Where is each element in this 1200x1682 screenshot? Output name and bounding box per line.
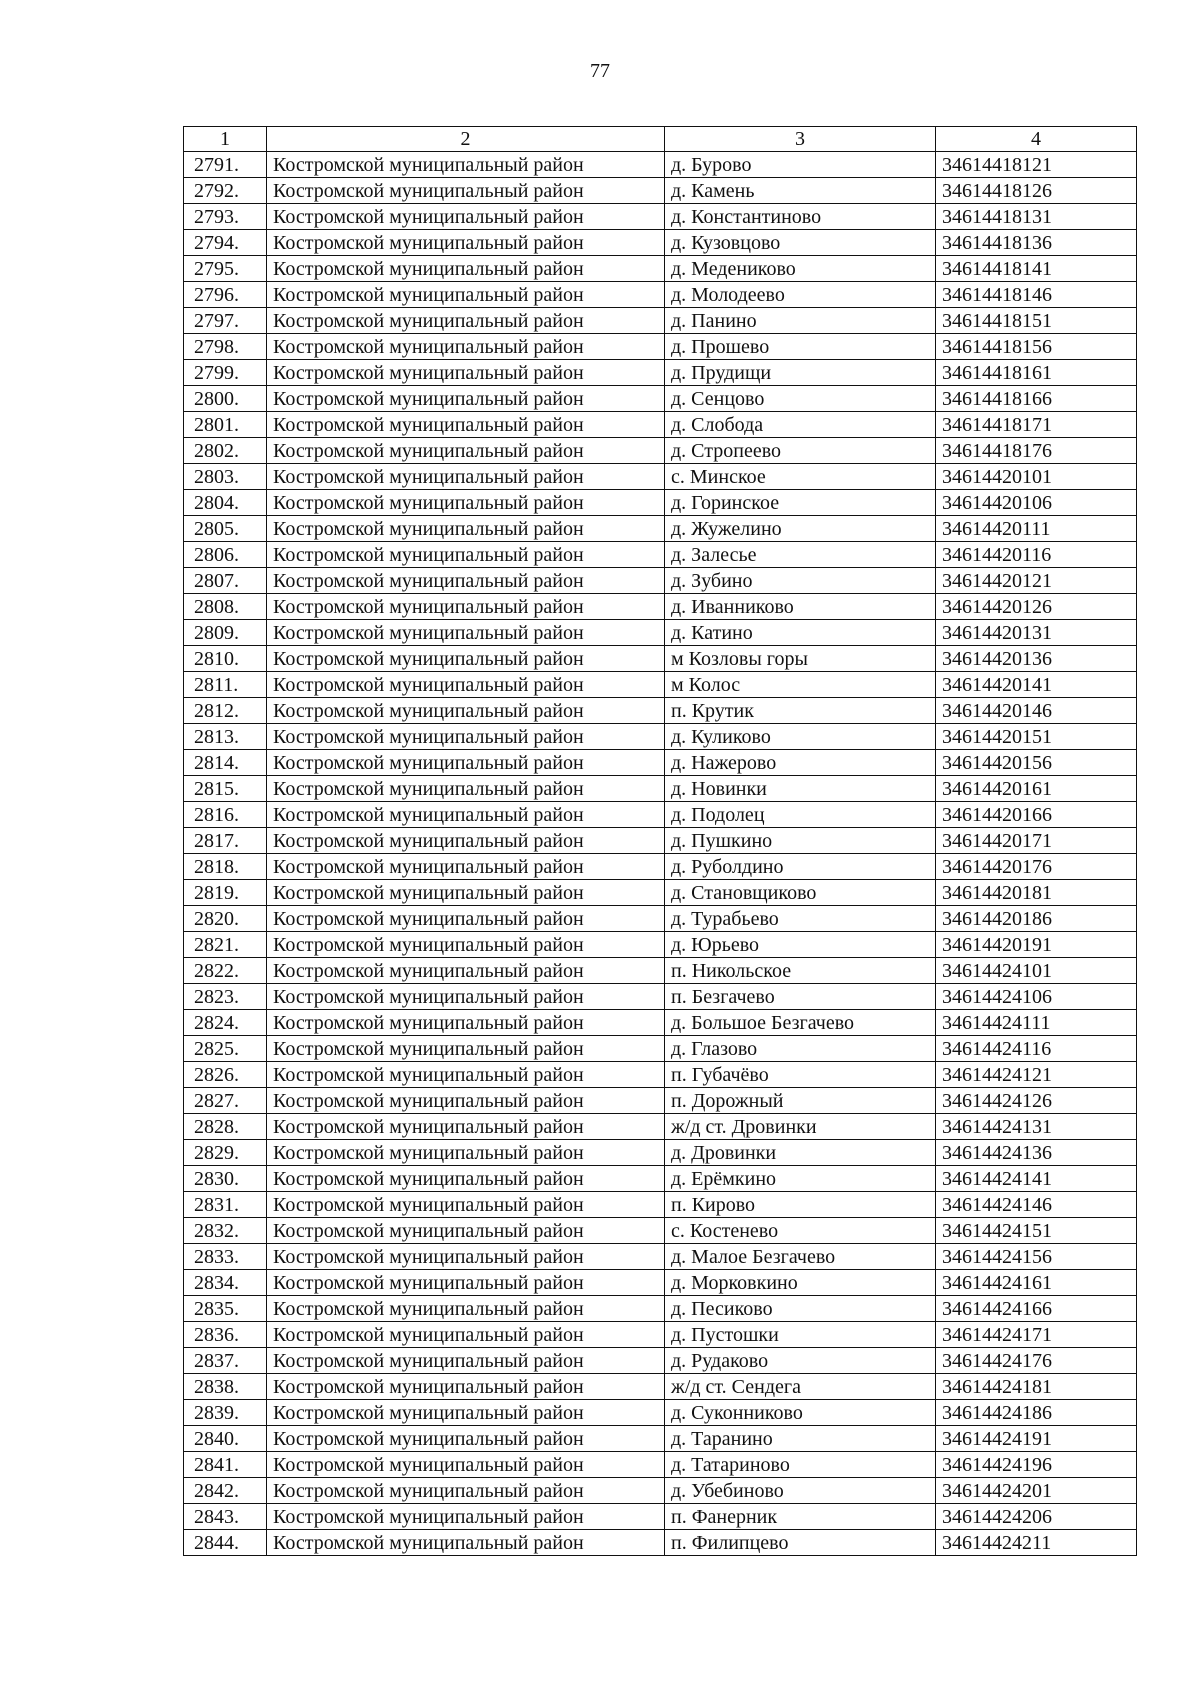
district-cell: Костромской муниципальный район: [267, 1114, 665, 1140]
row-number-cell: 2825.: [184, 1036, 267, 1062]
settlement-cell: д. Малое Безгачево: [665, 1244, 936, 1270]
settlement-cell: д. Становщиково: [665, 880, 936, 906]
settlement-cell: д. Глазово: [665, 1036, 936, 1062]
table-row: [184, 1322, 1137, 1348]
code-cell: 34614424176: [936, 1348, 1137, 1374]
district-cell: Костромской муниципальный район: [267, 880, 665, 906]
district-cell: Костромской муниципальный район: [267, 1010, 665, 1036]
district-cell: Костромской муниципальный район: [267, 204, 665, 230]
settlement-cell: д. Песиково: [665, 1296, 936, 1322]
table-row: [184, 1504, 1137, 1530]
table-row: [184, 1374, 1137, 1400]
code-cell: 34614420101: [936, 464, 1137, 490]
settlement-cell: д. Слобода: [665, 412, 936, 438]
settlement-cell: д. Прудищи: [665, 360, 936, 386]
district-cell: Костромской муниципальный район: [267, 1192, 665, 1218]
settlement-cell: д. Сенцово: [665, 386, 936, 412]
settlement-cell: д. Дровинки: [665, 1140, 936, 1166]
settlement-cell: д. Руболдино: [665, 854, 936, 880]
code-cell: 34614424141: [936, 1166, 1137, 1192]
settlement-cell: д. Подолец: [665, 802, 936, 828]
row-number-cell: 2808.: [184, 594, 267, 620]
district-cell: Костромской муниципальный район: [267, 1140, 665, 1166]
settlement-cell: п. Дорожный: [665, 1088, 936, 1114]
district-cell: Костромской муниципальный район: [267, 906, 665, 932]
district-cell: Костромской муниципальный район: [267, 828, 665, 854]
code-cell: 34614420151: [936, 724, 1137, 750]
row-number-cell: 2818.: [184, 854, 267, 880]
table-row: [184, 724, 1137, 750]
code-cell: 34614424111: [936, 1010, 1137, 1036]
table-row: [184, 1062, 1137, 1088]
row-number-cell: 2797.: [184, 308, 267, 334]
district-cell: Костромской муниципальный район: [267, 490, 665, 516]
settlement-cell: ж/д ст. Дровинки: [665, 1114, 936, 1140]
code-cell: 34614420166: [936, 802, 1137, 828]
row-number-cell: 2814.: [184, 750, 267, 776]
code-cell: 34614424211: [936, 1530, 1137, 1556]
district-cell: Костромской муниципальный район: [267, 1270, 665, 1296]
row-number-cell: 2795.: [184, 256, 267, 282]
row-number-cell: 2810.: [184, 646, 267, 672]
table-row: [184, 672, 1137, 698]
district-cell: Костромской муниципальный район: [267, 750, 665, 776]
row-number-cell: 2812.: [184, 698, 267, 724]
row-number-cell: 2820.: [184, 906, 267, 932]
table-row: [184, 1296, 1137, 1322]
settlement-cell: п. Крутик: [665, 698, 936, 724]
table-row: [184, 516, 1137, 542]
row-number-cell: 2794.: [184, 230, 267, 256]
district-cell: Костромской муниципальный район: [267, 984, 665, 1010]
table-row: [184, 750, 1137, 776]
district-cell: Костромской муниципальный район: [267, 776, 665, 802]
code-cell: 34614420111: [936, 516, 1137, 542]
row-number-cell: 2822.: [184, 958, 267, 984]
settlement-cell: с. Костенево: [665, 1218, 936, 1244]
code-cell: 34614418136: [936, 230, 1137, 256]
row-number-cell: 2819.: [184, 880, 267, 906]
settlement-cell: д. Татариново: [665, 1452, 936, 1478]
row-number-cell: 2792.: [184, 178, 267, 204]
table-row: [184, 568, 1137, 594]
district-cell: Костромской муниципальный район: [267, 1426, 665, 1452]
code-cell: 34614424156: [936, 1244, 1137, 1270]
table-row: [184, 906, 1137, 932]
settlement-cell: д. Большое Безгачево: [665, 1010, 936, 1036]
row-number-cell: 2801.: [184, 412, 267, 438]
code-cell: 34614420121: [936, 568, 1137, 594]
settlement-cell: д. Медениково: [665, 256, 936, 282]
code-cell: 34614424186: [936, 1400, 1137, 1426]
code-cell: 34614424151: [936, 1218, 1137, 1244]
table-row: [184, 802, 1137, 828]
settlement-cell: д. Прошево: [665, 334, 936, 360]
district-cell: Костромской муниципальный район: [267, 724, 665, 750]
settlement-cell: м Колос: [665, 672, 936, 698]
row-number-cell: 2821.: [184, 932, 267, 958]
table-row: [184, 1036, 1137, 1062]
code-cell: 34614424146: [936, 1192, 1137, 1218]
district-cell: Костромской муниципальный район: [267, 1036, 665, 1062]
table-row: [184, 1166, 1137, 1192]
code-cell: 34614420156: [936, 750, 1137, 776]
row-number-cell: 2817.: [184, 828, 267, 854]
row-number-cell: 2804.: [184, 490, 267, 516]
district-cell: Костромской муниципальный район: [267, 646, 665, 672]
district-cell: Костромской муниципальный район: [267, 672, 665, 698]
code-cell: 34614418146: [936, 282, 1137, 308]
district-cell: Костромской муниципальный район: [267, 334, 665, 360]
row-number-cell: 2793.: [184, 204, 267, 230]
settlement-cell: п. Безгачево: [665, 984, 936, 1010]
code-cell: 34614418156: [936, 334, 1137, 360]
table-row: [184, 1218, 1137, 1244]
district-cell: Костромской муниципальный район: [267, 256, 665, 282]
row-number-cell: 2806.: [184, 542, 267, 568]
code-cell: 34614418126: [936, 178, 1137, 204]
district-cell: Костромской муниципальный район: [267, 152, 665, 178]
district-cell: Костромской муниципальный район: [267, 542, 665, 568]
row-number-cell: 2844.: [184, 1530, 267, 1556]
settlement-cell: д. Убебиново: [665, 1478, 936, 1504]
table-row: [184, 334, 1137, 360]
code-cell: 34614418151: [936, 308, 1137, 334]
code-cell: 34614418171: [936, 412, 1137, 438]
row-number-cell: 2837.: [184, 1348, 267, 1374]
district-cell: Костромской муниципальный район: [267, 594, 665, 620]
settlement-cell: д. Пустошки: [665, 1322, 936, 1348]
row-number-cell: 2834.: [184, 1270, 267, 1296]
settlement-cell: д. Суконниково: [665, 1400, 936, 1426]
code-cell: 34614420191: [936, 932, 1137, 958]
settlement-cell: д. Юрьево: [665, 932, 936, 958]
settlement-cell: д. Камень: [665, 178, 936, 204]
row-number-cell: 2826.: [184, 1062, 267, 1088]
district-cell: Костромской муниципальный район: [267, 1322, 665, 1348]
code-cell: 34614420116: [936, 542, 1137, 568]
table-row: [184, 438, 1137, 464]
code-cell: 34614418131: [936, 204, 1137, 230]
row-number-cell: 2816.: [184, 802, 267, 828]
settlement-cell: д. Таранино: [665, 1426, 936, 1452]
settlement-cell: д. Рудаково: [665, 1348, 936, 1374]
settlement-cell: с. Минское: [665, 464, 936, 490]
district-cell: Костромской муниципальный район: [267, 1478, 665, 1504]
district-cell: Костромской муниципальный район: [267, 568, 665, 594]
code-cell: 34614420106: [936, 490, 1137, 516]
settlement-cell: д. Залесье: [665, 542, 936, 568]
header-cell-number: 1: [184, 127, 267, 152]
district-cell: Костромской муниципальный район: [267, 464, 665, 490]
row-number-cell: 2807.: [184, 568, 267, 594]
row-number-cell: 2832.: [184, 1218, 267, 1244]
district-cell: Костромской муниципальный район: [267, 308, 665, 334]
settlement-cell: д. Турабьево: [665, 906, 936, 932]
row-number-cell: 2839.: [184, 1400, 267, 1426]
settlements-table: [183, 126, 1137, 1556]
table-row: [184, 386, 1137, 412]
row-number-cell: 2842.: [184, 1478, 267, 1504]
code-cell: 34614420131: [936, 620, 1137, 646]
row-number-cell: 2809.: [184, 620, 267, 646]
code-cell: 34614420176: [936, 854, 1137, 880]
settlement-cell: д. Пушкино: [665, 828, 936, 854]
header-cell-district: 2: [267, 127, 665, 152]
settlement-cell: п. Губачёво: [665, 1062, 936, 1088]
table-row: [184, 958, 1137, 984]
settlement-cell: д. Панино: [665, 308, 936, 334]
district-cell: Костромской муниципальный район: [267, 360, 665, 386]
code-cell: 34614424191: [936, 1426, 1137, 1452]
table-row: [184, 230, 1137, 256]
district-cell: Костромской муниципальный район: [267, 1088, 665, 1114]
table-row: [184, 698, 1137, 724]
settlement-cell: д. Молодеево: [665, 282, 936, 308]
row-number-cell: 2840.: [184, 1426, 267, 1452]
code-cell: 34614418166: [936, 386, 1137, 412]
code-cell: 34614418176: [936, 438, 1137, 464]
table-row: [184, 646, 1137, 672]
code-cell: 34614418141: [936, 256, 1137, 282]
code-cell: 34614424171: [936, 1322, 1137, 1348]
row-number-cell: 2841.: [184, 1452, 267, 1478]
table-row: [184, 1010, 1137, 1036]
code-cell: 34614424121: [936, 1062, 1137, 1088]
row-number-cell: 2838.: [184, 1374, 267, 1400]
header-cell-settlement: 3: [665, 127, 936, 152]
district-cell: Костромской муниципальный район: [267, 958, 665, 984]
district-cell: Костромской муниципальный район: [267, 802, 665, 828]
settlement-cell: ж/д ст. Сендега: [665, 1374, 936, 1400]
row-number-cell: 2824.: [184, 1010, 267, 1036]
district-cell: Костромской муниципальный район: [267, 1452, 665, 1478]
settlement-cell: п. Фанерник: [665, 1504, 936, 1530]
district-cell: Костромской муниципальный район: [267, 516, 665, 542]
table-body: [184, 127, 1137, 1556]
district-cell: Костромской муниципальный район: [267, 854, 665, 880]
row-number-cell: 2829.: [184, 1140, 267, 1166]
table-row: [184, 880, 1137, 906]
table-row: [184, 1348, 1137, 1374]
district-cell: Костромской муниципальный район: [267, 1504, 665, 1530]
table-row: [184, 620, 1137, 646]
header-cell-code: 4: [936, 127, 1137, 152]
code-cell: 34614420161: [936, 776, 1137, 802]
table-row: [184, 412, 1137, 438]
table-row: [184, 828, 1137, 854]
table-row: [184, 178, 1137, 204]
code-cell: 34614418161: [936, 360, 1137, 386]
table-row: [184, 256, 1137, 282]
district-cell: Костромской муниципальный район: [267, 1218, 665, 1244]
table-row: [184, 464, 1137, 490]
table-row: [184, 282, 1137, 308]
settlement-cell: д. Новинки: [665, 776, 936, 802]
code-cell: 34614424106: [936, 984, 1137, 1010]
code-cell: 34614420136: [936, 646, 1137, 672]
row-number-cell: 2796.: [184, 282, 267, 308]
code-cell: 34614424126: [936, 1088, 1137, 1114]
district-cell: Костромской муниципальный район: [267, 438, 665, 464]
settlement-cell: д. Константиново: [665, 204, 936, 230]
table-row: [184, 490, 1137, 516]
code-cell: 34614420186: [936, 906, 1137, 932]
settlement-cell: п. Никольское: [665, 958, 936, 984]
table-row: [184, 1452, 1137, 1478]
district-cell: Костромской муниципальный район: [267, 1244, 665, 1270]
district-cell: Костромской муниципальный район: [267, 1374, 665, 1400]
settlement-cell: д. Бурово: [665, 152, 936, 178]
row-number-cell: 2828.: [184, 1114, 267, 1140]
table-row: [184, 1400, 1137, 1426]
code-cell: 34614424161: [936, 1270, 1137, 1296]
district-cell: Костромской муниципальный район: [267, 386, 665, 412]
table-row: [184, 542, 1137, 568]
settlement-cell: п. Филипцево: [665, 1530, 936, 1556]
code-cell: 34614424201: [936, 1478, 1137, 1504]
district-cell: Костромской муниципальный район: [267, 1166, 665, 1192]
row-number-cell: 2803.: [184, 464, 267, 490]
table-row: [184, 360, 1137, 386]
code-cell: 34614424181: [936, 1374, 1137, 1400]
code-cell: 34614420141: [936, 672, 1137, 698]
settlement-cell: д. Куликово: [665, 724, 936, 750]
row-number-cell: 2800.: [184, 386, 267, 412]
row-number-cell: 2813.: [184, 724, 267, 750]
settlement-cell: д. Нажерово: [665, 750, 936, 776]
row-number-cell: 2827.: [184, 1088, 267, 1114]
settlement-cell: д. Кузовцово: [665, 230, 936, 256]
district-cell: Костромской муниципальный район: [267, 230, 665, 256]
district-cell: Костромской муниципальный район: [267, 620, 665, 646]
table-row: [184, 776, 1137, 802]
row-number-cell: 2798.: [184, 334, 267, 360]
table-row: [184, 984, 1137, 1010]
settlement-cell: д. Стропеево: [665, 438, 936, 464]
district-cell: Костромской муниципальный район: [267, 178, 665, 204]
table-row: [184, 1530, 1137, 1556]
code-cell: 34614424131: [936, 1114, 1137, 1140]
district-cell: Костромской муниципальный район: [267, 1530, 665, 1556]
settlement-cell: д. Ерёмкино: [665, 1166, 936, 1192]
table-row: [184, 1244, 1137, 1270]
code-cell: 34614424206: [936, 1504, 1137, 1530]
row-number-cell: 2831.: [184, 1192, 267, 1218]
table-row: [184, 308, 1137, 334]
row-number-cell: 2811.: [184, 672, 267, 698]
row-number-cell: 2805.: [184, 516, 267, 542]
district-cell: Костромской муниципальный район: [267, 282, 665, 308]
table-row: [184, 854, 1137, 880]
row-number-cell: 2815.: [184, 776, 267, 802]
table-row: [184, 1478, 1137, 1504]
code-cell: 34614424101: [936, 958, 1137, 984]
page-number: 77: [590, 60, 610, 82]
table-row: [184, 1088, 1137, 1114]
table-row: [184, 1426, 1137, 1452]
settlement-cell: д. Жужелино: [665, 516, 936, 542]
district-cell: Костромской муниципальный район: [267, 1296, 665, 1322]
code-cell: 34614424196: [936, 1452, 1137, 1478]
row-number-cell: 2836.: [184, 1322, 267, 1348]
settlement-cell: д. Морковкино: [665, 1270, 936, 1296]
code-cell: 34614420171: [936, 828, 1137, 854]
code-cell: 34614420126: [936, 594, 1137, 620]
table-row: [184, 1192, 1137, 1218]
district-cell: Костромской муниципальный район: [267, 1400, 665, 1426]
row-number-cell: 2843.: [184, 1504, 267, 1530]
row-number-cell: 2835.: [184, 1296, 267, 1322]
row-number-cell: 2791.: [184, 152, 267, 178]
table-row: [184, 152, 1137, 178]
settlement-cell: м Козловы горы: [665, 646, 936, 672]
table-row: [184, 1270, 1137, 1296]
table-row: [184, 932, 1137, 958]
table-row: [184, 1140, 1137, 1166]
table-header-row: [184, 127, 1137, 152]
code-cell: 34614424166: [936, 1296, 1137, 1322]
row-number-cell: 2830.: [184, 1166, 267, 1192]
settlement-cell: п. Кирово: [665, 1192, 936, 1218]
settlement-cell: д. Иванниково: [665, 594, 936, 620]
row-number-cell: 2823.: [184, 984, 267, 1010]
row-number-cell: 2799.: [184, 360, 267, 386]
district-cell: Костромской муниципальный район: [267, 932, 665, 958]
code-cell: 34614424136: [936, 1140, 1137, 1166]
code-cell: 34614418121: [936, 152, 1137, 178]
table-row: [184, 594, 1137, 620]
district-cell: Костромской муниципальный район: [267, 412, 665, 438]
code-cell: 34614420146: [936, 698, 1137, 724]
table-row: [184, 204, 1137, 230]
settlement-cell: д. Зубино: [665, 568, 936, 594]
district-cell: Костромской муниципальный район: [267, 698, 665, 724]
row-number-cell: 2833.: [184, 1244, 267, 1270]
settlement-cell: д. Горинское: [665, 490, 936, 516]
settlement-cell: д. Катино: [665, 620, 936, 646]
district-cell: Костромской муниципальный район: [267, 1062, 665, 1088]
table-row: [184, 1114, 1137, 1140]
row-number-cell: 2802.: [184, 438, 267, 464]
code-cell: 34614424116: [936, 1036, 1137, 1062]
code-cell: 34614420181: [936, 880, 1137, 906]
district-cell: Костромской муниципальный район: [267, 1348, 665, 1374]
